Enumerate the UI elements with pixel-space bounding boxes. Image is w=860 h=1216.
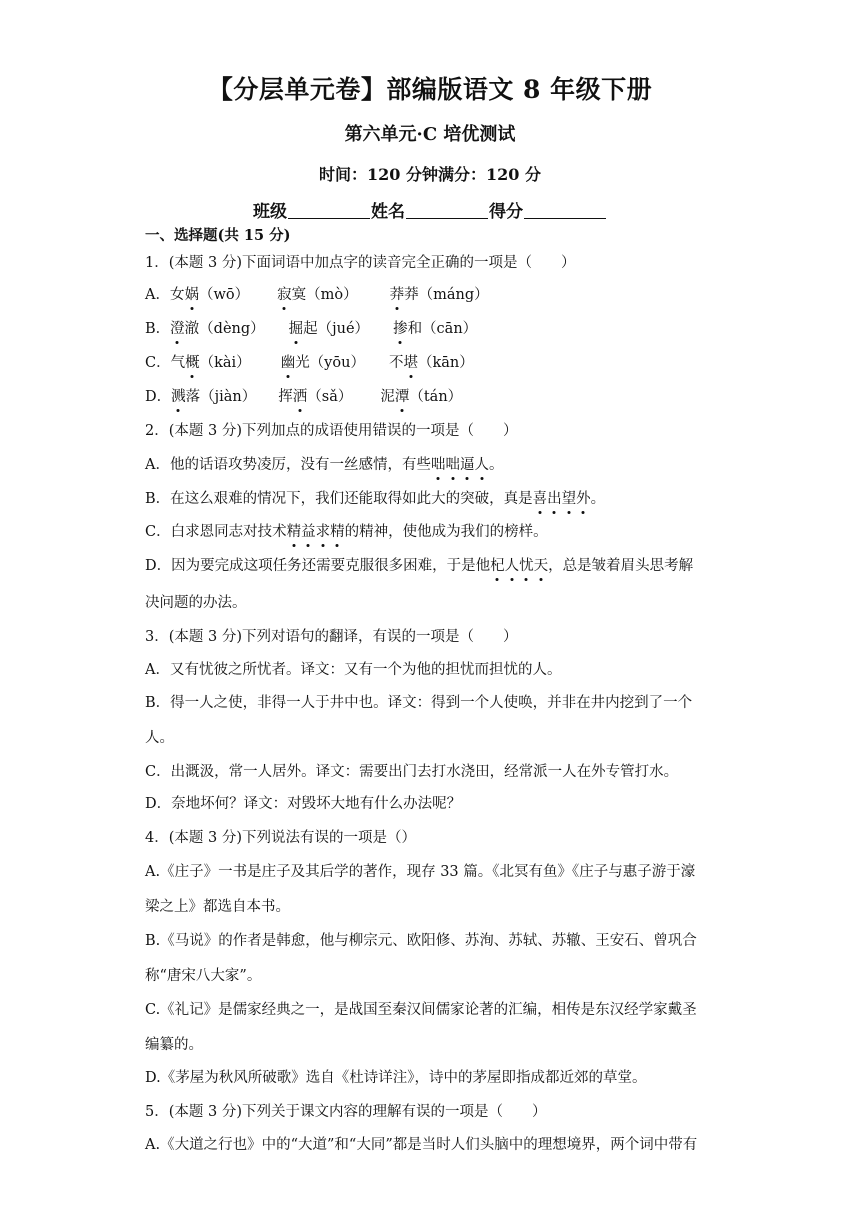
question-2-stem: 2．(本题 3 分)下列加点的成语使用错误的一项是（ ）: [145, 423, 518, 439]
dotted-char: 外: [576, 491, 591, 507]
score-label: 得分: [489, 202, 523, 222]
name-blank[interactable]: [406, 202, 488, 219]
dotted-char: 幽: [280, 355, 296, 371]
dotted-char: 杞: [490, 558, 505, 574]
question-4-option-a: A.《庄子》一书是庄子及其后学的著作，现存 33 篇。《北冥有鱼》《庄子与惠子游于濠: [145, 864, 696, 880]
dotted-char: 堪: [403, 355, 418, 371]
question-2-option-b: B．在这么艰难的情况下，我们还能取得如此大的突破，真是喜出望外。: [145, 491, 606, 507]
dotted-char: 望: [561, 491, 577, 507]
dotted-char: 逼: [459, 457, 475, 473]
question-3-option-a: A．又有忧彼之所忧者。译文：又有一个为他的担忧而担忧的人。: [145, 662, 562, 678]
dotted-char: 天: [533, 558, 549, 574]
question-4-option-b-cont: 称“唐宋八大家”。: [145, 968, 262, 984]
question-5-stem: 5．(本题 3 分)下列关于课文内容的理解有误的一项是（ ）: [145, 1104, 547, 1120]
dotted-char: 咄: [430, 457, 446, 473]
dotted-char: 寂: [277, 287, 292, 303]
question-3-option-c: C．出溉汲，常一人居外。译文：需要出门去打水浇田，经常派一人在外专管打水。: [145, 764, 679, 780]
question-4-option-d: D.《茅屋为秋风所破歌》选自《杜诗详注》，诗中的茅屋即指成都近郊的草堂。: [145, 1070, 647, 1086]
dotted-char: 洒: [292, 389, 308, 405]
dotted-char: 莽: [389, 287, 405, 303]
dotted-char: 概: [185, 355, 200, 371]
name-label: 姓名: [371, 202, 405, 222]
dotted-char: 人: [504, 558, 520, 574]
question-4-option-c: C.《礼记》是儒家经典之一，是战国至秦汉间儒家论著的汇编，相传是东汉经学家戴圣: [145, 1002, 697, 1018]
question-5-option-a: A.《大道之行也》中的“大道”和“大同”都是当时人们头脑中的理想境界，两个词中带有: [145, 1137, 698, 1153]
question-1-option-c: C．气概（kài） 幽光（yōu） 不堪（kān）: [145, 355, 474, 371]
question-3-option-b-cont: 人。: [145, 730, 174, 746]
class-blank[interactable]: [288, 202, 370, 219]
dotted-char: 益: [301, 524, 316, 540]
question-3-stem: 3．(本题 3 分)下列对语句的翻译，有误的一项是（ ）: [145, 629, 518, 645]
dotted-char: 掘: [288, 321, 304, 337]
page-title: 【分层单元卷】部编版语文 8 年级下册: [207, 75, 653, 104]
section-heading: 一、选择题(共 15 分): [145, 227, 291, 244]
question-3-option-b: B．得一人之使，非得一人于井中也。译文：得到一个人使唤，并非在井内挖到了一个: [145, 695, 693, 711]
dotted-char: 溅: [171, 389, 186, 405]
dotted-char: 忧: [519, 558, 534, 574]
dotted-char: 人: [474, 457, 489, 473]
question-4-option-b: B.《马说》的作者是韩愈，他与柳宗元、欧阳修、苏洵、苏轼、苏辙、王安石、曾巩合: [145, 933, 697, 949]
question-1-option-d: D．溅落（jiàn） 挥洒（sǎ） 泥潭（tán）: [145, 389, 463, 405]
time-info: 时间：120 分钟满分：120 分: [319, 165, 541, 184]
dotted-char: 掺: [393, 321, 408, 337]
dotted-char: 娲: [184, 287, 199, 303]
dotted-char: 潭: [394, 389, 410, 405]
question-1-option-b: B．澄澈（dèng） 掘起（jué） 掺和（cān）: [145, 321, 478, 337]
question-2-option-a: A．他的话语攻势凌厉，没有一丝感情，有些咄咄逼人。: [145, 457, 504, 473]
dotted-char: 咄: [445, 457, 460, 473]
question-3-option-d: D．奈地坏何？译文：对毁坏大地有什么办法呢？: [145, 796, 462, 812]
student-info-line: [0, 197, 860, 222]
question-4-option-c-cont: 编纂的。: [145, 1037, 203, 1053]
question-4-stem: 4．(本题 3 分)下列说法有误的一项是（）: [145, 830, 416, 846]
question-2-option-d: D．因为要完成这项任务还需要克服很多困难，于是他杞人忧天，总是皱着眉头思考解: [145, 558, 694, 574]
score-blank[interactable]: [524, 202, 606, 219]
page-subtitle: 第六单元·C 培优测试: [344, 124, 516, 145]
dotted-char: 澄: [170, 321, 185, 337]
question-1-option-a: A．女娲（wō） 寂寞（mò） 莽莽（máng）: [145, 287, 489, 303]
dotted-char: 出: [547, 491, 562, 507]
dotted-char: 精: [286, 524, 302, 540]
dotted-char: 喜: [532, 491, 548, 507]
question-1-stem: 1．(本题 3 分)下面词语中加点字的读音完全正确的一项是（ ）: [145, 255, 576, 271]
class-label: 班级: [253, 202, 287, 222]
question-4-option-a-cont: 梁之上》都选自本书。: [145, 899, 290, 915]
dotted-char: 求: [315, 524, 331, 540]
question-2-option-d-cont: 决问题的办法。: [145, 595, 247, 611]
question-2-option-c: C．白求恩同志对技术精益求精的精神，使他成为我们的榜样。: [145, 524, 548, 540]
dotted-char: 精: [330, 524, 345, 540]
